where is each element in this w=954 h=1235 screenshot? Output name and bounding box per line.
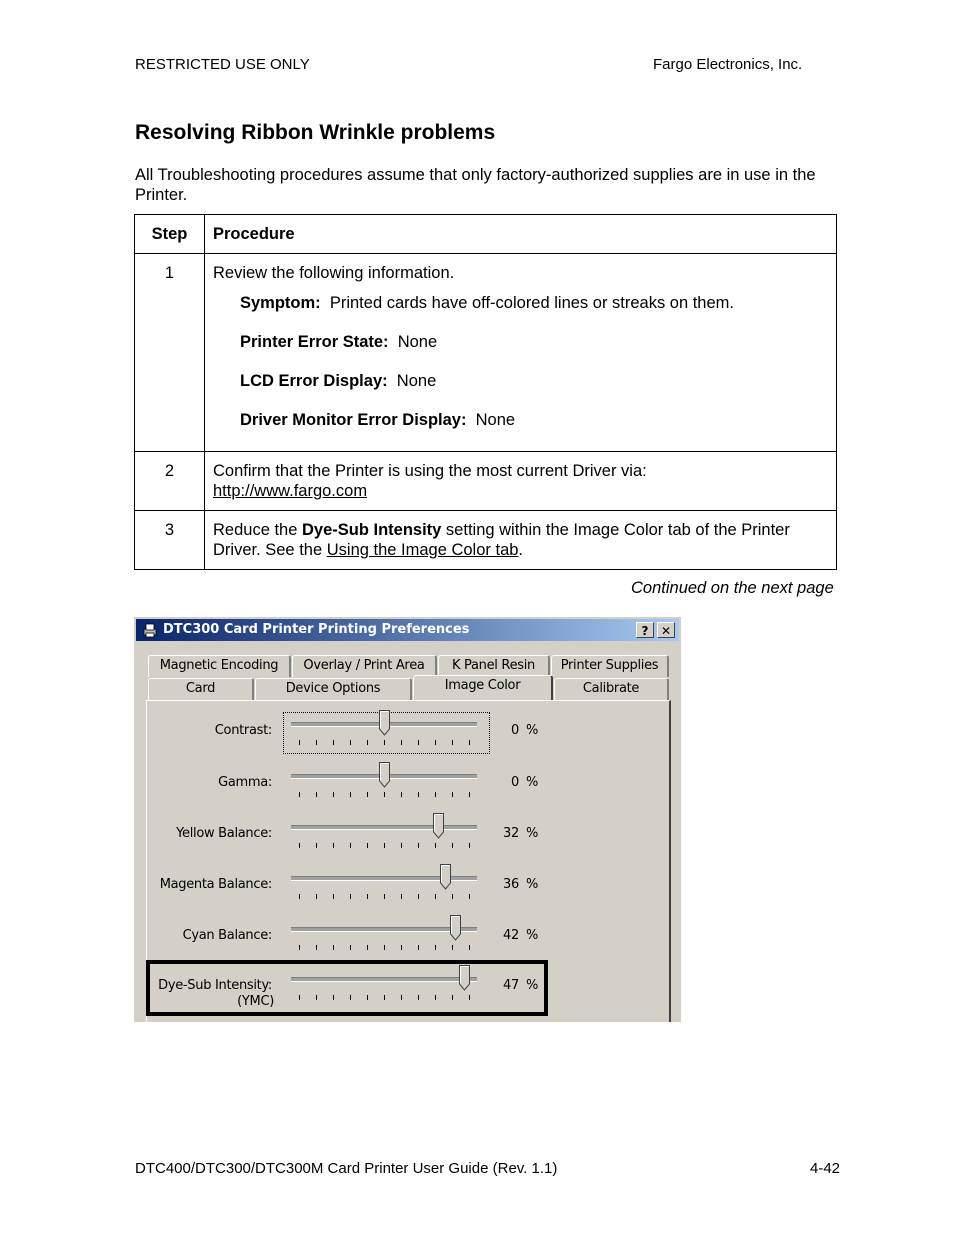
slider-unit: % (526, 928, 539, 943)
slider-value: 0 (511, 775, 519, 790)
step-column-header: Step (135, 215, 205, 254)
slider-sublabel: (YMC) (237, 994, 274, 1009)
tab-printer-supplies[interactable]: Printer Supplies (551, 655, 669, 677)
slider-thumb[interactable] (379, 762, 390, 788)
field-label: Symptom: (240, 294, 321, 312)
slider-label: Cyan Balance: (182, 928, 272, 943)
procedure-text: . (518, 541, 524, 559)
field-value: None (397, 333, 438, 351)
slider-value: 36 (503, 877, 519, 892)
slider-ticks (291, 792, 477, 798)
procedure-column-header: Procedure (205, 215, 837, 254)
slider-value: 47 (503, 978, 519, 993)
procedure-text: setting within the Image Color tab of the Printer Driver. See the (213, 521, 790, 559)
slider-label: Dye-Sub Intensity: (158, 978, 272, 993)
field-value: None (475, 411, 516, 429)
field-label: LCD Error Display: (240, 372, 388, 390)
procedure-cell (205, 254, 837, 452)
help-button[interactable]: ? (636, 622, 654, 638)
field-value: Printed cards have off-colored lines or streaks on them. (329, 294, 734, 312)
tab-calibrate[interactable]: Calibrate (554, 678, 669, 700)
procedure-cell (205, 511, 837, 570)
step-number: 2 (135, 452, 205, 511)
dialog-title: DTC300 Card Printer Printing Preferences (163, 622, 470, 637)
tab-image-color[interactable]: Image Color (413, 675, 553, 701)
tab-magnetic-encoding[interactable]: Magnetic Encoding (148, 655, 291, 677)
table-row (135, 452, 837, 511)
slider-ticks (291, 740, 477, 746)
slider-thumb[interactable] (433, 813, 444, 839)
tab-overlay-print-area[interactable]: Overlay / Print Area (292, 655, 437, 677)
slider-value: 32 (503, 826, 519, 841)
footer-left: DTC400/DTC300/DTC300M Card Printer User Guide (Rev. 1.1) (135, 1160, 558, 1177)
procedure-text: Review the following information. (213, 264, 455, 282)
lcd-error-display-field (240, 371, 828, 391)
printer-icon (142, 622, 158, 638)
printing-preferences-dialog (134, 617, 681, 1022)
slider-thumb[interactable] (450, 915, 461, 941)
slider-unit: % (526, 978, 539, 993)
slider-unit: % (526, 826, 539, 841)
tab-device-options[interactable]: Device Options (255, 678, 412, 700)
slider-thumb[interactable] (440, 864, 451, 890)
slider-ticks (291, 843, 477, 849)
table-row (135, 511, 837, 570)
slider-label: Gamma: (218, 775, 272, 790)
slider-label: Contrast: (214, 723, 272, 738)
header-left: RESTRICTED USE ONLY (135, 56, 310, 73)
procedure-cell (205, 452, 837, 511)
footer-right: 4-42 (810, 1160, 841, 1177)
tab-card[interactable]: Card (148, 678, 254, 700)
continued-note: Continued on the next page (631, 579, 834, 597)
field-label: Printer Error State: (240, 333, 389, 351)
slider-track (291, 927, 477, 932)
slider-value: 42 (503, 928, 519, 943)
fargo-website-link[interactable]: http://www.fargo.com (213, 482, 368, 500)
table-header-row (135, 215, 837, 254)
field-label: Driver Monitor Error Display: (240, 411, 467, 429)
slider-unit: % (526, 723, 539, 738)
close-button[interactable]: ✕ (657, 622, 675, 638)
field-value: None (396, 372, 437, 390)
slider-value: 0 (511, 723, 519, 738)
image-color-tab-link[interactable]: Using the Image Color tab (326, 541, 519, 559)
procedure-text: Reduce the (213, 521, 302, 539)
slider-label: Yellow Balance: (176, 826, 272, 841)
slider-track (291, 825, 477, 830)
header-right: Fargo Electronics, Inc. (653, 56, 803, 73)
slider-label: Magenta Balance: (159, 877, 272, 892)
slider-thumb[interactable] (379, 710, 390, 736)
step-number: 1 (135, 254, 205, 452)
step-number: 3 (135, 511, 205, 570)
printer-error-state-field (240, 332, 828, 352)
slider-ticks (291, 894, 477, 900)
dye-sub-intensity-highlight (146, 960, 548, 1016)
page-title: Resolving Ribbon Wrinkle problems (135, 121, 496, 144)
dialog-titlebar[interactable] (136, 619, 679, 641)
slider-unit: % (526, 775, 539, 790)
symptom-field (240, 293, 828, 313)
slider-ticks (291, 945, 477, 951)
intro-paragraph: All Troubleshooting procedures assume that only factory-authorized supplies are in use in the Printer. (135, 166, 816, 204)
driver-monitor-error-display-field (240, 410, 828, 430)
procedure-table (134, 214, 837, 570)
procedure-text: Confirm that the Printer is using the most current Driver via: (213, 462, 647, 480)
slider-unit: % (526, 877, 539, 892)
tab-k-panel-resin[interactable]: K Panel Resin (438, 655, 550, 677)
table-row (135, 254, 837, 452)
procedure-bold-text: Dye-Sub Intensity (301, 521, 442, 539)
